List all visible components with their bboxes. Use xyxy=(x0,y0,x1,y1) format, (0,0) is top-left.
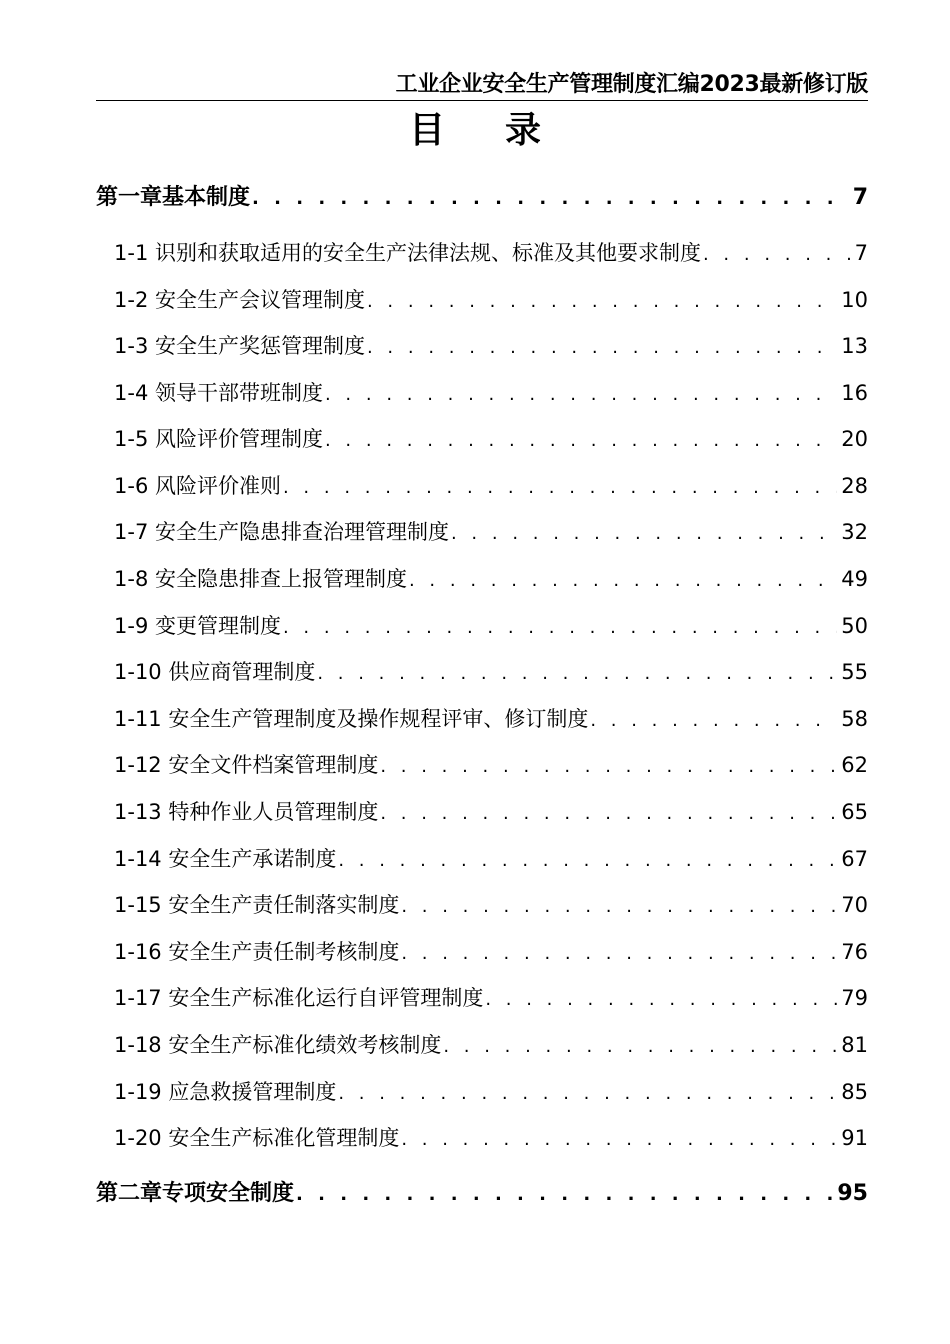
toc-page-number: 65 xyxy=(841,800,868,824)
toc-dot-leader xyxy=(701,238,851,270)
toc-section-label: 1-11 安全生产管理制度及操作规程评审、修订制度 xyxy=(114,707,589,731)
toc-dot-leader xyxy=(323,378,837,410)
header-rule xyxy=(96,100,868,101)
toc-dot-leader xyxy=(365,285,837,317)
toc-section-1-17[interactable] xyxy=(114,981,868,1015)
toc-section-1-16[interactable] xyxy=(114,935,868,969)
toc-section-label: 1-1 识别和获取适用的安全生产法律法规、标准及其他要求制度 xyxy=(114,241,701,265)
toc-section-1-13[interactable] xyxy=(114,795,868,829)
toc-section-label: 1-8 安全隐患排查上报管理制度 xyxy=(114,567,407,591)
toc-dot-leader xyxy=(281,471,837,503)
running-header: 工业企业安全生产管理制度汇编2023最新修订版 xyxy=(395,72,868,97)
toc-section-label: 1-10 供应商管理制度 xyxy=(114,660,316,684)
toc-page-number: 7 xyxy=(854,241,868,265)
toc-page-number: 58 xyxy=(841,707,868,731)
toc-dot-leader xyxy=(483,983,837,1015)
toc-dot-leader xyxy=(588,704,837,736)
toc-page-number: 10 xyxy=(841,288,868,312)
toc-page-number: 20 xyxy=(841,427,868,451)
toc-dot-leader xyxy=(441,1030,837,1062)
toc-section-label: 1-4 领导干部带班制度 xyxy=(114,381,323,405)
toc-section-1-8[interactable] xyxy=(114,562,868,596)
toc-section-1-2[interactable] xyxy=(114,283,868,317)
toc-page-number: 70 xyxy=(841,893,868,917)
toc-page-number: 62 xyxy=(841,753,868,777)
toc-chapter-2[interactable] xyxy=(96,1177,868,1211)
toc-page-number: 55 xyxy=(841,660,868,684)
toc-dot-leader xyxy=(365,331,837,363)
toc-section-1-19[interactable] xyxy=(114,1075,868,1109)
toc-section-1-14[interactable] xyxy=(114,842,868,876)
toc-page-number: 81 xyxy=(841,1033,868,1057)
toc-section-1-11[interactable] xyxy=(114,702,868,736)
toc-dot-leader xyxy=(336,1077,837,1109)
toc-dot-leader xyxy=(407,564,837,596)
toc-section-1-7[interactable] xyxy=(114,515,868,549)
toc-dot-leader xyxy=(281,611,837,643)
toc-chapter-1[interactable] xyxy=(96,181,868,215)
toc-dot-leader xyxy=(336,844,837,876)
toc-section-1-5[interactable] xyxy=(114,422,868,456)
toc-section-1-6[interactable] xyxy=(114,469,868,503)
toc-dot-leader xyxy=(399,937,837,969)
toc-section-label: 1-9 变更管理制度 xyxy=(114,614,281,638)
toc-section-1-20[interactable] xyxy=(114,1121,868,1155)
toc-dot-leader xyxy=(315,657,837,689)
toc-page-number: 28 xyxy=(841,474,868,498)
toc-section-1-10[interactable] xyxy=(114,655,868,689)
toc-page-number: 13 xyxy=(841,334,868,358)
toc-section-label: 1-13 特种作业人员管理制度 xyxy=(114,800,379,824)
toc-page-number: 49 xyxy=(841,567,868,591)
toc-page-number: 7 xyxy=(852,185,868,210)
toc-section-label: 1-16 安全生产责任制考核制度 xyxy=(114,940,400,964)
toc-section-label: 1-17 安全生产标准化运行自评管理制度 xyxy=(114,986,484,1010)
toc-section-label: 1-18 安全生产标准化绩效考核制度 xyxy=(114,1033,442,1057)
toc-page-number: 85 xyxy=(841,1080,868,1104)
toc-dot-leader xyxy=(378,797,837,829)
toc-section-label: 1-15 安全生产责任制落实制度 xyxy=(114,893,400,917)
toc-chapter-label: 第一章基本制度 xyxy=(96,185,251,210)
toc-section-label: 1-3 安全生产奖惩管理制度 xyxy=(114,334,365,358)
toc-section-1-3[interactable] xyxy=(114,329,868,363)
toc-section-1-4[interactable] xyxy=(114,376,868,410)
toc-page-number: 16 xyxy=(841,381,868,405)
toc-section-label: 1-7 安全生产隐患排查治理管理制度 xyxy=(114,520,449,544)
toc-page-number: 50 xyxy=(841,614,868,638)
toc-section-label: 1-14 安全生产承诺制度 xyxy=(114,847,337,871)
toc-dot-leader xyxy=(449,517,837,549)
toc-section-label: 1-2 安全生产会议管理制度 xyxy=(114,288,365,312)
toc-page-number: 91 xyxy=(841,1126,868,1150)
toc-section-label: 1-20 安全生产标准化管理制度 xyxy=(114,1126,400,1150)
toc-page-number: 32 xyxy=(841,520,868,544)
toc-section-1-9[interactable] xyxy=(114,609,868,643)
toc-page-number: 76 xyxy=(841,940,868,964)
toc-section-1-1[interactable] xyxy=(114,236,868,270)
toc-section-label: 1-6 风险评价准则 xyxy=(114,474,281,498)
toc-dot-leader xyxy=(399,890,837,922)
toc-dot-leader xyxy=(378,750,837,782)
toc-dot-leader xyxy=(399,1123,837,1155)
toc-section-label: 1-12 安全文件档案管理制度 xyxy=(114,753,379,777)
toc-section-1-15[interactable] xyxy=(114,888,868,922)
toc-dot-leader xyxy=(323,424,837,456)
toc-page-number: 79 xyxy=(841,986,868,1010)
toc-section-label: 1-5 风险评价管理制度 xyxy=(114,427,323,451)
toc-dot-leader xyxy=(250,182,849,215)
toc-dot-leader xyxy=(294,1178,833,1211)
toc-section-label: 1-19 应急救援管理制度 xyxy=(114,1080,337,1104)
toc-section-1-18[interactable] xyxy=(114,1028,868,1062)
toc-page-number: 95 xyxy=(837,1181,868,1206)
toc-chapter-label: 第二章专项安全制度 xyxy=(96,1181,295,1206)
toc-section-1-12[interactable] xyxy=(114,748,868,782)
toc-page-number: 67 xyxy=(841,847,868,871)
page-title: 目录 xyxy=(408,110,601,151)
